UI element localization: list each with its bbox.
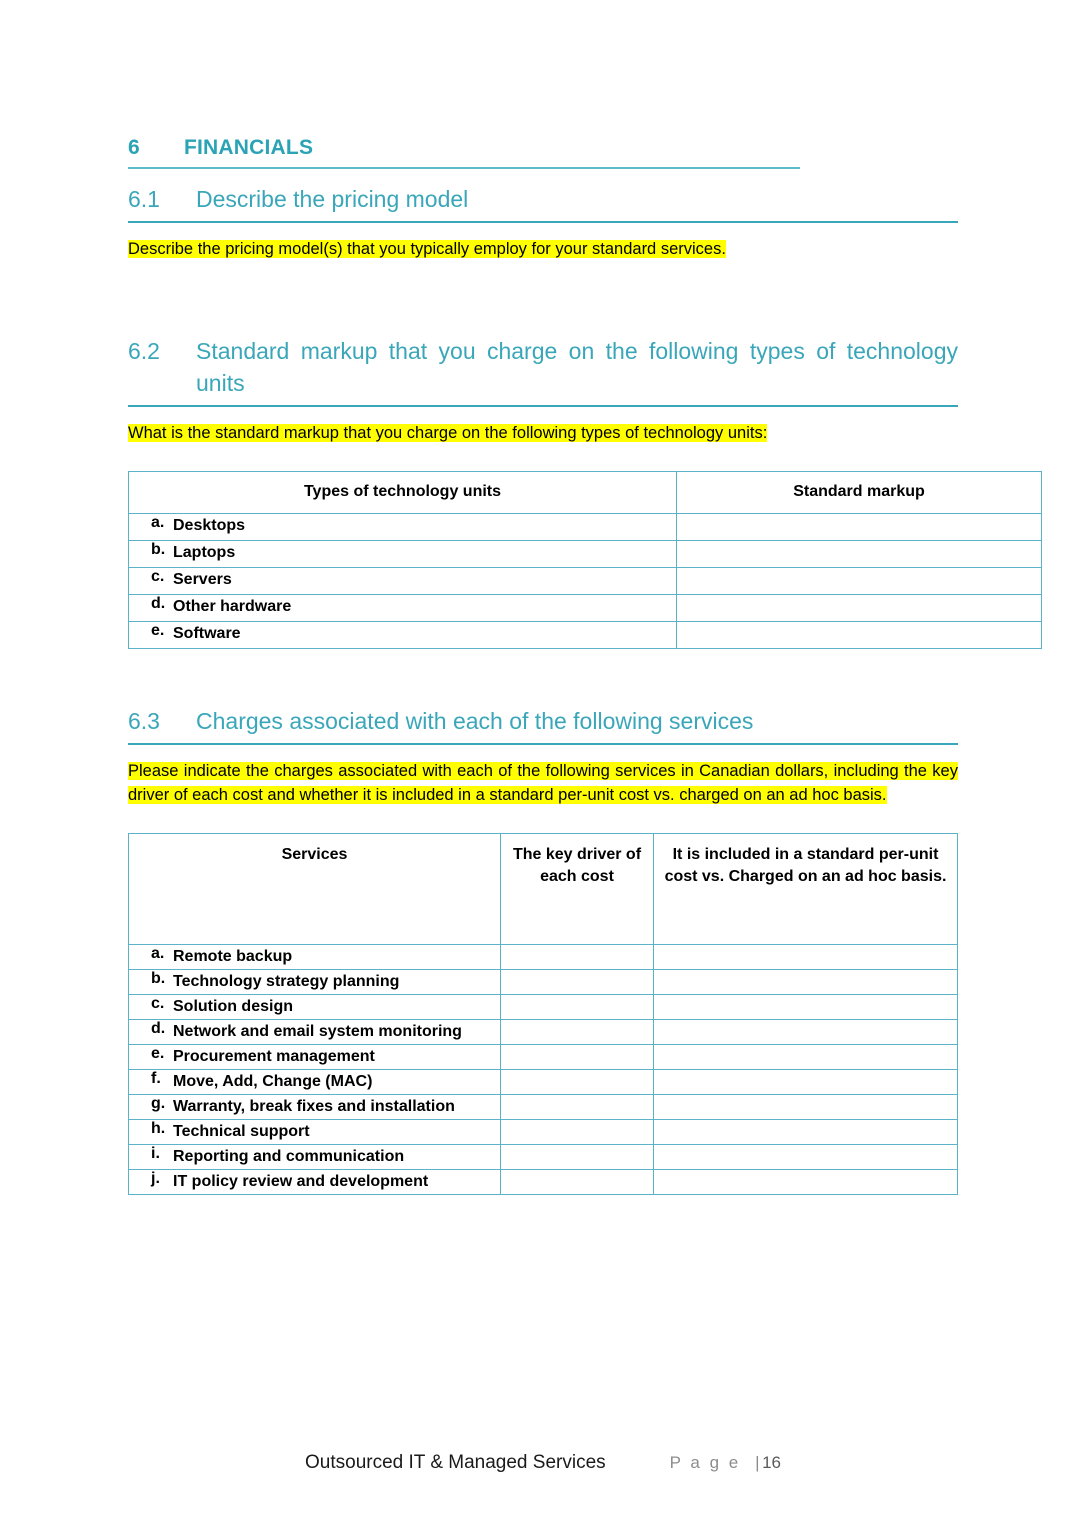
list-letter: c. xyxy=(151,995,165,1012)
cell-unit-type xyxy=(129,595,677,622)
table-row xyxy=(129,514,1042,541)
unit-type-label: Desktops xyxy=(173,517,246,534)
cell-inclusion-input[interactable] xyxy=(654,1170,958,1195)
table-row xyxy=(129,1020,958,1045)
service-label: Solution design xyxy=(173,998,293,1015)
unit-type-label: Laptops xyxy=(173,544,236,561)
table-row xyxy=(129,1170,958,1195)
table-row xyxy=(129,541,1042,568)
table-technology-units xyxy=(128,471,1042,649)
service-label: IT policy review and development xyxy=(173,1173,429,1190)
service-label: Warranty, break fixes and installation xyxy=(173,1098,455,1115)
cell-service xyxy=(129,1120,501,1145)
cell-key-driver-input[interactable] xyxy=(501,945,654,970)
prompt-6-2 xyxy=(128,421,958,445)
cell-service xyxy=(129,1170,501,1195)
service-label: Move, Add, Change (MAC) xyxy=(173,1073,373,1090)
list-letter: h. xyxy=(151,1120,166,1137)
prompt-6-1 xyxy=(128,237,958,261)
cell-service xyxy=(129,1070,501,1095)
cell-key-driver-input[interactable] xyxy=(501,1120,654,1145)
subsection-title: Describe the pricing model xyxy=(196,186,469,212)
cell-inclusion-input[interactable] xyxy=(654,1045,958,1070)
spacer xyxy=(128,649,958,705)
cell-inclusion-input[interactable] xyxy=(654,995,958,1020)
column-header-services: Services xyxy=(129,834,501,945)
subsection-title: Charges associated with each of the following services xyxy=(196,708,754,734)
section-title: FINANCIALS xyxy=(184,136,314,159)
list-letter: c. xyxy=(151,568,165,585)
list-letter: b. xyxy=(151,541,166,558)
spacer xyxy=(128,169,958,183)
unit-type-label: Servers xyxy=(173,571,232,588)
footer-page-number: 16 xyxy=(762,1453,781,1472)
cell-service xyxy=(129,995,501,1020)
cell-markup-input[interactable] xyxy=(677,541,1042,568)
page-content xyxy=(128,136,958,1195)
highlighted-text: Please indicate the charges associated with each of the following services in Canadian dollars, including the key driver of each cost and whether it is included in a standard per-unit cost vs. charged on an ad hoc basis. xyxy=(128,762,958,804)
cell-unit-type xyxy=(129,568,677,595)
spacer xyxy=(128,223,958,237)
service-label: Technical support xyxy=(173,1123,310,1140)
section-heading-financials xyxy=(128,136,958,160)
cell-inclusion-input[interactable] xyxy=(654,1120,958,1145)
cell-key-driver-input[interactable] xyxy=(501,1095,654,1120)
table-row xyxy=(129,995,958,1020)
cell-service xyxy=(129,1020,501,1045)
subsection-number: 6.3 xyxy=(128,708,160,734)
footer-page-label: P a g e | xyxy=(669,1453,763,1472)
service-label: Technology strategy planning xyxy=(173,973,400,990)
table-row xyxy=(129,1145,958,1170)
spacer xyxy=(128,445,958,471)
spacer xyxy=(128,261,958,335)
table-row xyxy=(129,595,1042,622)
list-letter: a. xyxy=(151,945,165,962)
subsection-number: 6.1 xyxy=(128,186,160,212)
list-letter: d. xyxy=(151,1020,166,1037)
cell-markup-input[interactable] xyxy=(677,622,1042,649)
list-letter: e. xyxy=(151,622,165,639)
cell-inclusion-input[interactable] xyxy=(654,1095,958,1120)
list-letter: i. xyxy=(151,1145,160,1162)
subsection-heading-6-2 xyxy=(128,335,958,399)
spacer xyxy=(128,407,958,421)
table-row xyxy=(129,568,1042,595)
cell-key-driver-input[interactable] xyxy=(501,970,654,995)
cell-key-driver-input[interactable] xyxy=(501,1020,654,1045)
table-service-charges xyxy=(128,833,958,1195)
table-header-row xyxy=(129,834,958,945)
highlighted-text: What is the standard markup that you charge on the following types of technology units: xyxy=(128,424,768,442)
service-label: Reporting and communication xyxy=(173,1148,405,1165)
service-label: Network and email system monitoring xyxy=(173,1023,462,1040)
table-row xyxy=(129,1070,958,1095)
list-letter: j. xyxy=(151,1170,160,1187)
cell-inclusion-input[interactable] xyxy=(654,1020,958,1045)
column-header-markup: Standard markup xyxy=(677,472,1042,514)
column-header-types: Types of technology units xyxy=(129,472,677,514)
unit-type-label: Software xyxy=(173,625,241,642)
cell-key-driver-input[interactable] xyxy=(501,1070,654,1095)
cell-markup-input[interactable] xyxy=(677,568,1042,595)
subsection-heading-6-1 xyxy=(128,183,958,215)
list-letter: d. xyxy=(151,595,166,612)
service-label: Remote backup xyxy=(173,948,293,965)
subsection-heading-6-3 xyxy=(128,705,958,737)
cell-service xyxy=(129,945,501,970)
cell-inclusion-input[interactable] xyxy=(654,1070,958,1095)
spacer xyxy=(128,807,958,833)
cell-service xyxy=(129,1045,501,1070)
cell-unit-type xyxy=(129,622,677,649)
cell-key-driver-input[interactable] xyxy=(501,1045,654,1070)
unit-type-label: Other hardware xyxy=(173,598,292,615)
subsection-number: 6.2 xyxy=(128,338,160,364)
column-header-key-driver: The key driver of each cost xyxy=(501,834,654,945)
footer-document-title: Outsourced IT & Managed Services xyxy=(305,1452,606,1473)
cell-inclusion-input[interactable] xyxy=(654,945,958,970)
section-number: 6 xyxy=(128,136,140,159)
cell-key-driver-input[interactable] xyxy=(501,995,654,1020)
table-row xyxy=(129,970,958,995)
table-row xyxy=(129,1120,958,1145)
cell-unit-type xyxy=(129,541,677,568)
table-row xyxy=(129,622,1042,649)
table-row xyxy=(129,1045,958,1070)
table-header-row xyxy=(129,472,1042,514)
highlighted-text: Describe the pricing model(s) that you typically employ for your standard services. xyxy=(128,240,726,258)
cell-inclusion-input[interactable] xyxy=(654,1145,958,1170)
cell-inclusion-input[interactable] xyxy=(654,970,958,995)
cell-service xyxy=(129,970,501,995)
page-footer xyxy=(0,1452,1086,1474)
prompt-6-3 xyxy=(128,759,958,807)
table-row xyxy=(129,945,958,970)
list-letter: b. xyxy=(151,970,166,987)
cell-markup-input[interactable] xyxy=(677,595,1042,622)
list-letter: e. xyxy=(151,1045,165,1062)
column-header-inclusion: It is included in a standard per-unit cost vs. Charged on an ad hoc basis. xyxy=(654,834,958,945)
cell-service xyxy=(129,1095,501,1120)
service-label: Procurement management xyxy=(173,1048,375,1065)
cell-unit-type xyxy=(129,514,677,541)
cell-service xyxy=(129,1145,501,1170)
list-letter: g. xyxy=(151,1095,166,1112)
list-letter: a. xyxy=(151,514,165,531)
spacer xyxy=(128,745,958,759)
cell-key-driver-input[interactable] xyxy=(501,1170,654,1195)
cell-markup-input[interactable] xyxy=(677,514,1042,541)
cell-key-driver-input[interactable] xyxy=(501,1145,654,1170)
table-row xyxy=(129,1095,958,1120)
list-letter: f. xyxy=(151,1070,161,1087)
subsection-title: Standard markup that you charge on the following types of technology units xyxy=(196,338,958,396)
